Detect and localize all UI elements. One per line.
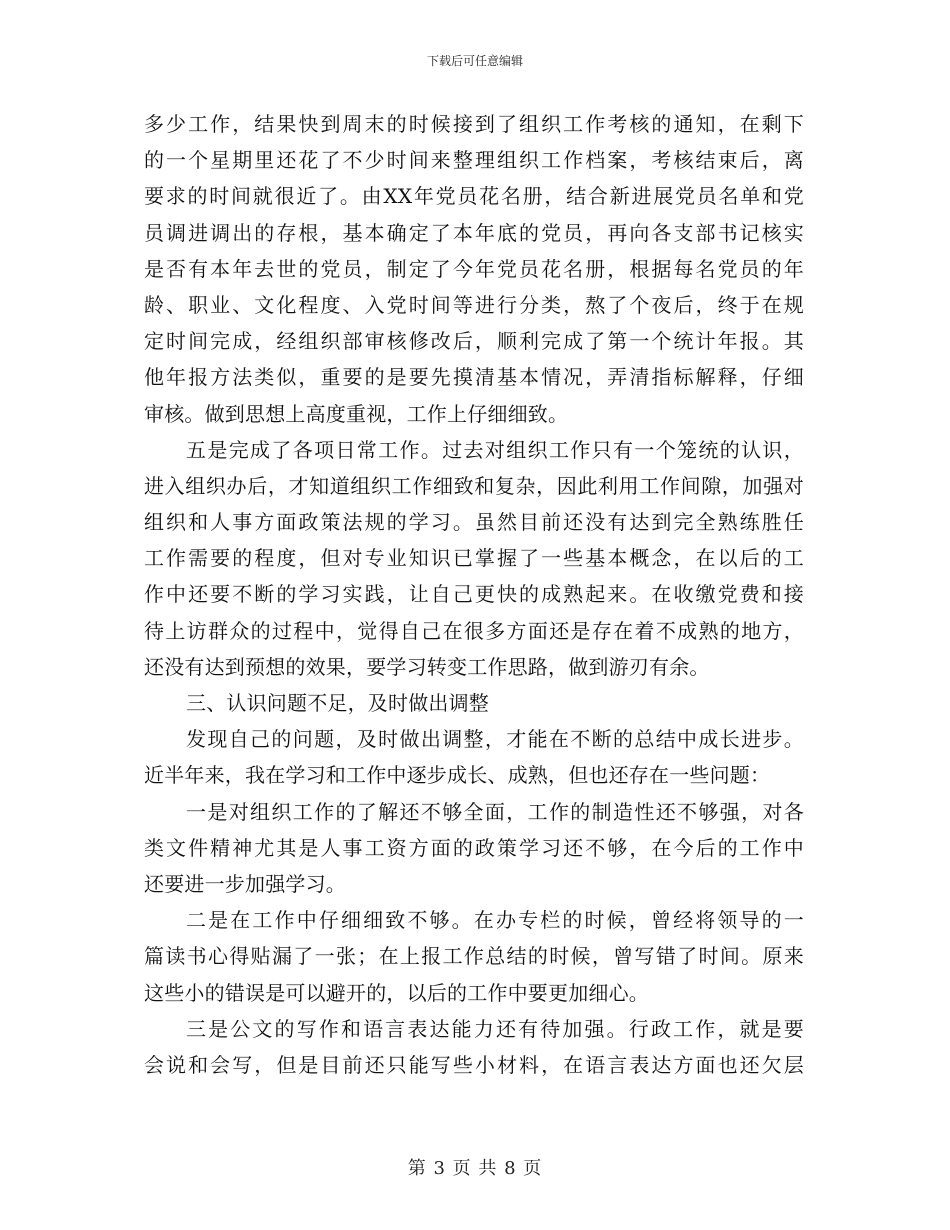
text-line: 组织和人事方面政策法规的学习。虽然目前还没有达到完全熟练胜任: [144, 510, 804, 535]
text-line: 多少工作，结果快到周末的时候接到了组织工作考核的通知，在剩下: [144, 112, 804, 136]
text-line: 进入组织办后，才知道组织工作细致和复杂，因此利用工作间隙，加强对: [144, 473, 804, 498]
text-line: 定时间完成，经组织部审核修改后，顺利完成了第一个统计年报。其: [144, 329, 804, 354]
text-line: 龄、职业、文化程度、入党时间等进行分类，熬了个夜后，终于在规: [144, 292, 804, 317]
text-line: 还要进一步加强学习。: [144, 871, 346, 896]
text-line: 待上访群众的过程中，觉得自己在很多方面还是存在着不成熟的地方，: [144, 618, 804, 643]
page-number-footer: 第 3 页 共 8 页: [407, 1158, 543, 1179]
text-line: 员调进调出的存根，基本确定了本年底的党员，再向各支部书记核实: [144, 220, 804, 245]
text-line: 会说和会写，但是目前还只能写些小材料，在语言表达方面也还欠层: [144, 1052, 804, 1077]
paragraph-start-line: 发现自己的问题，及时做出调整，才能在不断的总结中成长进步。: [186, 727, 804, 752]
paragraph-start-line: 三是公文的写作和语言表达能力还有待加强。行政工作，就是要: [186, 1016, 804, 1041]
text-line: 的一个星期里还花了不少时间来整理组织工作档案，考核结束后，离: [144, 148, 804, 173]
text-line: 是否有本年去世的党员，制定了今年党员花名册，根据每名党员的年: [144, 256, 804, 281]
section-heading: 三、认识问题不足，及时做出调整: [186, 691, 489, 715]
text-line: 作中还要不断的学习实践，让自己更快的成熟起来。在收缴党费和接: [144, 582, 804, 607]
text-line: 类文件精神尤其是人事工资方面的政策学习还不够，在今后的工作中: [144, 835, 804, 860]
text-line: 这些小的错误是可以避开的，以后的工作中要更加细心。: [144, 980, 649, 1005]
text-line: 近半年来，我在学习和工作中逐步成长、成熟，但也还存在一些问题：: [144, 763, 771, 788]
text-line: 审核。做到思想上高度重视，工作上仔细细致。: [144, 401, 569, 426]
text-line: 篇读书心得贴漏了一张；在上报工作总结的时候，曾写错了时间。原来: [144, 944, 804, 969]
paragraph-start-line: 二是在工作中仔细细致不够。在办专栏的时候，曾经将领导的一: [186, 908, 804, 933]
page-header: 下载后可任意编辑: [426, 54, 523, 68]
paragraph-start-line: 一是对组织工作的了解还不够全面，工作的制造性还不够强，对各: [186, 799, 804, 824]
text-line: 工作需要的程度，但对专业知识已掌握了一些基本概念，在以后的工: [144, 546, 804, 571]
paragraph-start-line: 五是完成了各项日常工作。过去对组织工作只有一个笼统的认识，: [186, 437, 804, 462]
document-body: [144, 106, 804, 1083]
text-line: 要求的时间就很近了。由XX年党员花名册，结合新进展党员名单和党: [144, 184, 804, 209]
text-line: 他年报方法类似，重要的是要先摸清基本情况，弄清指标解释，仔细: [144, 365, 804, 390]
text-line: 还没有达到预想的效果，要学习转变工作思路，做到游刃有余。: [144, 654, 710, 679]
